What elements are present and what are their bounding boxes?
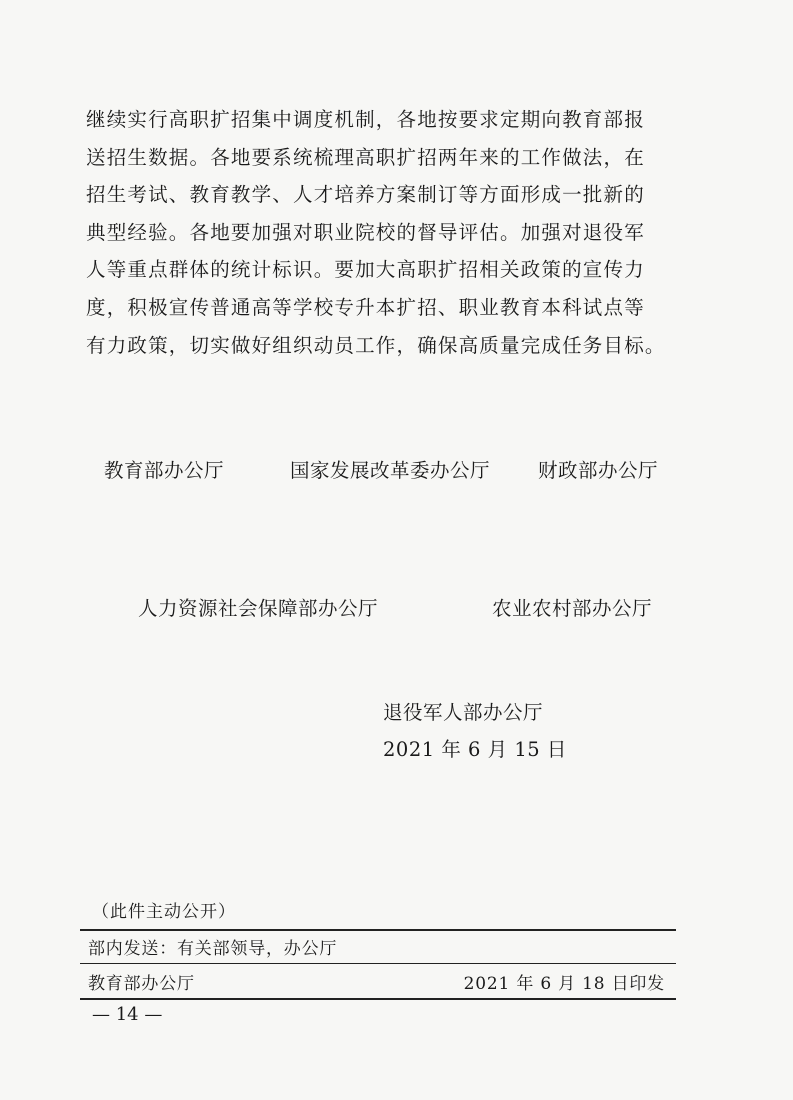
signatory-mohrss-office: 人力资源社会保障部办公厅 bbox=[138, 597, 379, 620]
signatory-moa-office: 农业农村部办公厅 bbox=[492, 597, 653, 620]
print-date: 2021 年 6 月 18 日印发 bbox=[463, 974, 665, 994]
signatory-veterans-office: 退役军人部办公厅 bbox=[383, 701, 544, 724]
footer-rule-top bbox=[80, 929, 676, 931]
page-number: — 14 — bbox=[92, 1004, 163, 1025]
body-paragraph bbox=[86, 101, 678, 364]
signatory-ndrc-office: 国家发展改革委办公厅 bbox=[290, 459, 491, 482]
issuing-office: 教育部办公厅 bbox=[88, 974, 195, 994]
signing-date: 2021 年 6 月 15 日 bbox=[383, 738, 567, 761]
body-line: 度，积极宣传普通高等学校专升本扩招、职业教育本科试点等 bbox=[86, 295, 645, 319]
disclosure-note: （此件主动公开） bbox=[92, 902, 236, 922]
signatory-moe-office: 教育部办公厅 bbox=[104, 459, 225, 482]
body-line: 招生考试、教育教学、人才培养方案制订等方面形成一批新的 bbox=[86, 183, 645, 207]
body-line: 送招生数据。各地要系统梳理高职扩招两年来的工作做法，在 bbox=[86, 145, 645, 169]
body-line: 有力政策，切实做好组织动员工作，确保高质量完成任务目标。 bbox=[86, 333, 666, 357]
body-line: 典型经验。各地要加强对职业院校的督导评估。加强对退役军 bbox=[86, 220, 645, 244]
footer-rule-middle bbox=[80, 963, 676, 964]
footer-rule-bottom bbox=[80, 998, 676, 1000]
distribution-line: 部内发送：有关部领导，办公厅 bbox=[88, 939, 338, 959]
signatory-mof-office: 财政部办公厅 bbox=[538, 459, 659, 482]
body-line: 人等重点群体的统计标识。要加大高职扩招相关政策的宣传力 bbox=[86, 258, 645, 282]
body-line: 继续实行高职扩招集中调度机制，各地按要求定期向教育部报 bbox=[86, 108, 645, 131]
